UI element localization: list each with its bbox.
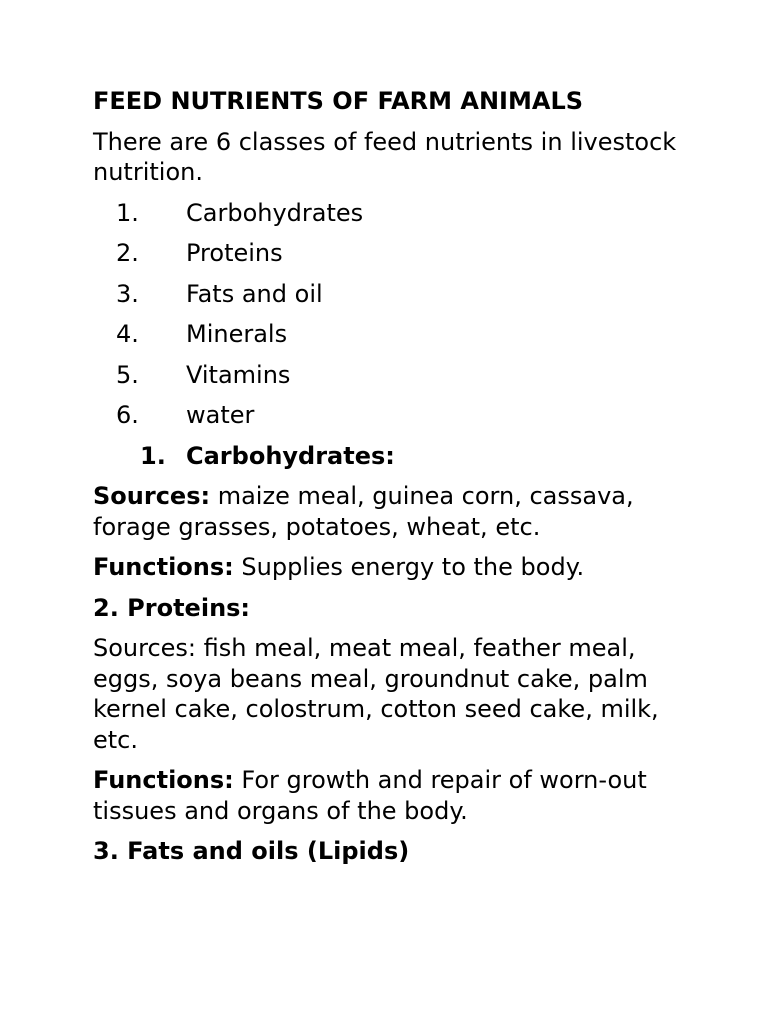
proteins-functions-label: Functions:	[93, 766, 234, 794]
carbohydrates-functions	[93, 552, 693, 583]
list-item-number: 6.	[116, 401, 139, 429]
document-title: FEED NUTRIENTS OF FARM ANIMALS	[93, 87, 584, 115]
fats-heading: 3. Fats and oils (Lipids)	[93, 837, 410, 865]
list-item	[93, 279, 693, 310]
carbohydrates-functions-label: Functions:	[93, 553, 234, 581]
list-item	[93, 238, 693, 269]
list-item-text: Carbohydrates	[186, 198, 364, 227]
carbohydrates-heading	[93, 441, 693, 472]
carbohydrates-heading-text: Carbohydrates:	[186, 441, 395, 470]
carbohydrates-sources	[93, 481, 693, 542]
list-item-text: Fats and oil	[186, 279, 323, 308]
proteins-sources: Sources: fish meal, meat meal, feather meal, eggs, soya beans meal, groundnut cake, palm kernel cake, colostrum, cotton seed cake, milk, etc.	[93, 634, 659, 754]
carbohydrates-functions-text: Supplies energy to the body.	[233, 553, 585, 581]
list-item	[93, 198, 693, 229]
document-content	[93, 86, 693, 877]
list-item-text: Proteins	[186, 239, 283, 267]
intro-paragraph: There are 6 classes of feed nutrients in livestock nutrition.	[93, 127, 677, 186]
carbohydrates-sources-text: maize meal, guinea corn, cassava, forage grasses, potatoes, wheat, etc.	[93, 482, 634, 541]
list-item	[93, 360, 693, 391]
carbohydrates-heading-number: 1.	[140, 441, 166, 470]
list-item-number: 5.	[116, 360, 139, 389]
list-item-number: 2.	[116, 239, 139, 267]
proteins-heading: 2. Proteins:	[93, 593, 251, 622]
list-item-text: Vitamins	[186, 360, 291, 389]
list-item-number: 1.	[116, 198, 139, 227]
list-item	[93, 400, 693, 431]
carbohydrates-sources-label: Sources:	[93, 482, 211, 510]
list-item-text: water	[186, 401, 255, 429]
nutrient-class-list	[93, 198, 693, 431]
list-item-number: 3.	[116, 279, 139, 308]
proteins-functions	[93, 765, 693, 826]
list-item-number: 4.	[116, 320, 139, 348]
list-item-text: Minerals	[186, 320, 288, 348]
list-item	[93, 319, 693, 350]
proteins-functions-text: For growth and repair of worn-out tissues and organs of the body.	[93, 766, 647, 825]
